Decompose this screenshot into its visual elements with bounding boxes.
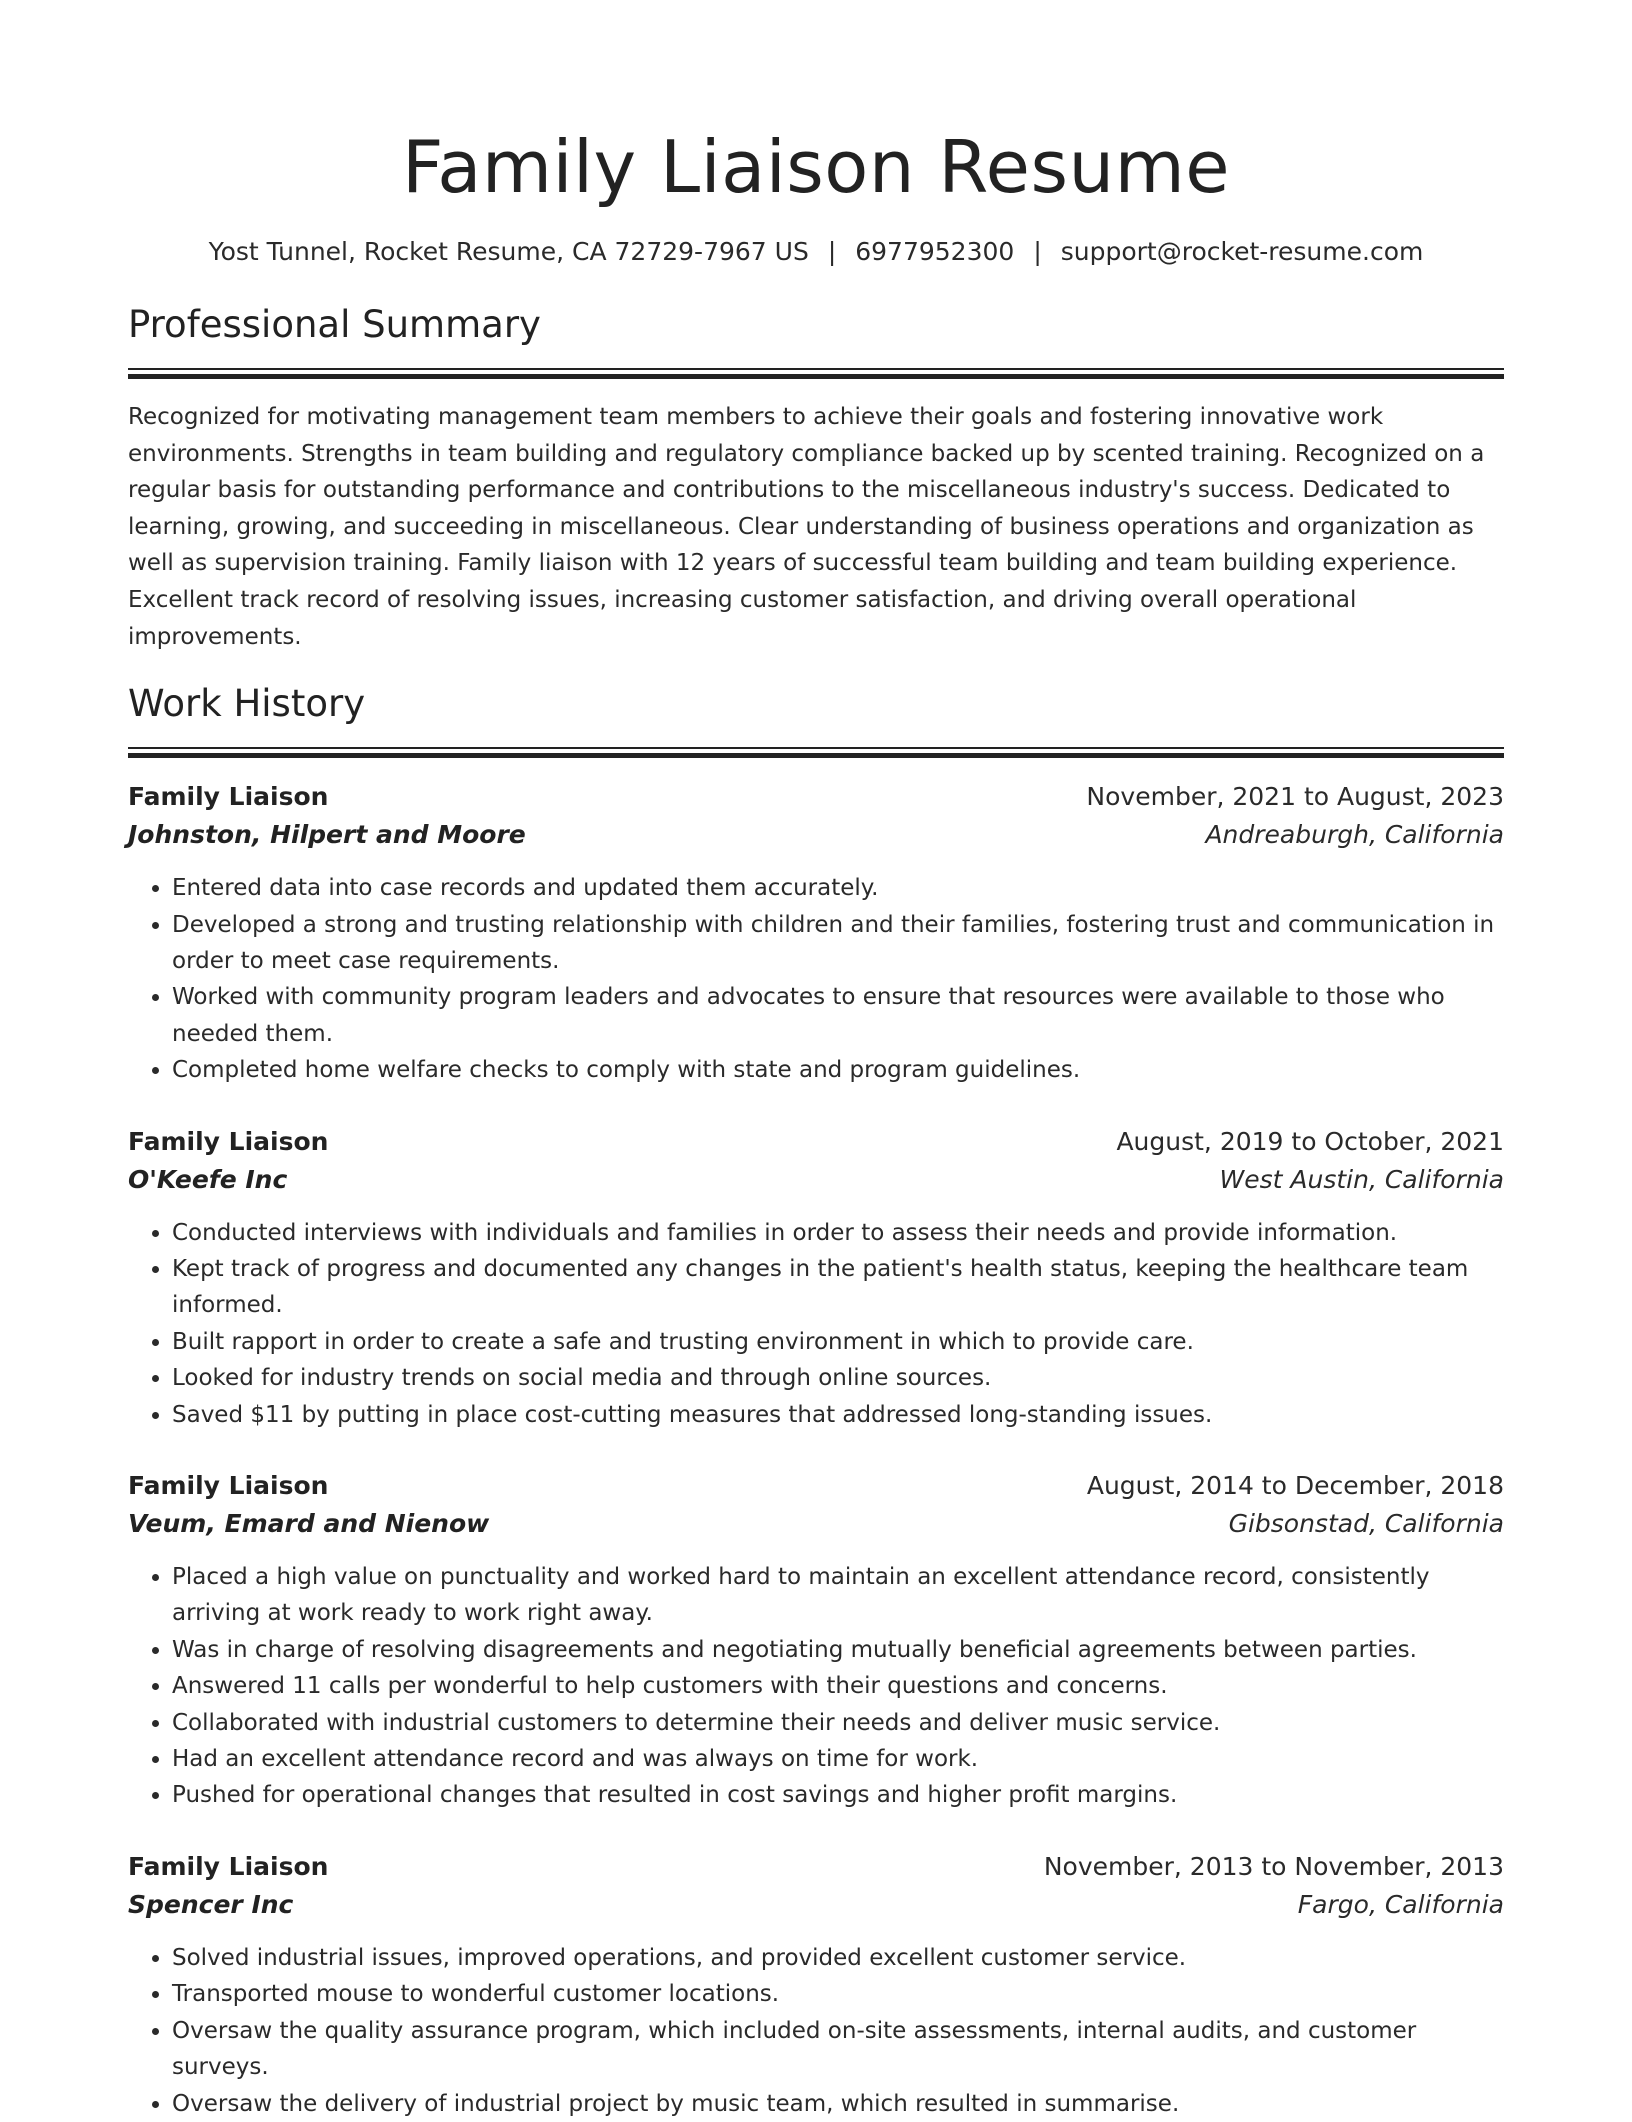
job-header-row bbox=[128, 1123, 1504, 1161]
job-bullet: • Developed a strong and trusting relationship with children and their families, fostering trust and communication in order to meet case requirements. bbox=[172, 907, 1504, 980]
job-bullet: • Entered data into case records and updated them accurately. bbox=[172, 870, 1504, 906]
contact-email[interactable]: support@rocket-resume.com bbox=[1060, 237, 1424, 266]
job-company-row bbox=[128, 1161, 1504, 1199]
job-bullet: • Built rapport in order to create a safe and trusting environment in which to provide care. bbox=[172, 1324, 1504, 1360]
contact-separator: | bbox=[1033, 237, 1042, 266]
job-bullets bbox=[128, 1940, 1504, 2122]
job-bullet: • Pushed for operational changes that resulted in cost savings and higher profit margins. bbox=[172, 1777, 1504, 1813]
job-location: Andreaburgh, California bbox=[1205, 820, 1504, 850]
resume-page bbox=[128, 0, 1504, 2122]
contact-phone: 6977952300 bbox=[855, 237, 1015, 266]
job-company-row bbox=[128, 1505, 1504, 1543]
job-company: Spencer Inc bbox=[128, 1889, 294, 1919]
job-dates: August, 2014 to December, 2018 bbox=[1086, 1471, 1504, 1501]
job-title: Family Liaison bbox=[128, 1126, 329, 1156]
job-company: Veum, Emard and Nienow bbox=[128, 1509, 490, 1539]
job-title: Family Liaison bbox=[128, 1851, 329, 1881]
section-divider bbox=[128, 747, 1504, 758]
job-bullet: • Transported mouse to wonderful customer locations. bbox=[172, 1976, 1504, 2012]
job-entry bbox=[128, 1848, 1504, 2122]
job-company-row bbox=[128, 816, 1504, 854]
job-bullet: • Kept track of progress and documented any changes in the patient's health status, keeping the healthcare team informed. bbox=[172, 1251, 1504, 1324]
section-heading-work-history: Work History bbox=[128, 682, 366, 726]
job-company-row bbox=[128, 1886, 1504, 1924]
job-bullet: • Oversaw the delivery of industrial project by music team, which resulted in summarise. bbox=[172, 2086, 1504, 2122]
job-bullet: • Completed home welfare checks to comply with state and program guidelines. bbox=[172, 1052, 1504, 1088]
job-bullet: • Placed a high value on punctuality and worked hard to maintain an excellent attendance record, consistently arriving at work ready to work right away. bbox=[172, 1559, 1504, 1632]
job-bullet: • Conducted interviews with individuals and families in order to assess their needs and provide information. bbox=[172, 1215, 1504, 1251]
section-divider bbox=[128, 368, 1504, 379]
job-entry bbox=[128, 1123, 1504, 1433]
job-location: Gibsonstad, California bbox=[1228, 1509, 1504, 1539]
resume-title: Family Liaison Resume bbox=[401, 125, 1231, 209]
job-location: Fargo, California bbox=[1297, 1889, 1504, 1919]
job-bullet: • Collaborated with industrial customers to determine their needs and deliver music service. bbox=[172, 1705, 1504, 1741]
job-bullet: • Worked with community program leaders and advocates to ensure that resources were available to those who needed them. bbox=[172, 979, 1504, 1052]
professional-summary-section bbox=[128, 300, 1504, 655]
job-company: O'Keefe Inc bbox=[128, 1164, 288, 1194]
job-entry bbox=[128, 1467, 1504, 1814]
contact-separator: | bbox=[827, 237, 837, 266]
job-title: Family Liaison bbox=[128, 782, 329, 812]
job-bullets bbox=[128, 1559, 1504, 1814]
job-bullet: • Answered 11 calls per wonderful to help customers with their questions and concerns. bbox=[172, 1668, 1504, 1704]
contact-address: Yost Tunnel, Rocket Resume, CA 72729-7967 US bbox=[208, 237, 809, 266]
job-bullets bbox=[128, 1215, 1504, 1433]
job-dates: November, 2013 to November, 2013 bbox=[1043, 1851, 1504, 1881]
job-bullet: • Saved $11 by putting in place cost-cutting measures that addressed long-standing issues. bbox=[172, 1397, 1504, 1433]
contact-line bbox=[128, 232, 1504, 272]
job-header-row bbox=[128, 778, 1504, 816]
job-entry bbox=[128, 778, 1504, 1088]
job-bullets bbox=[128, 870, 1504, 1088]
job-company: Johnston, Hilpert and Moore bbox=[128, 820, 526, 850]
job-bullet: • Oversaw the quality assurance program, which included on-site assessments, internal audits, and customer surveys. bbox=[172, 2013, 1504, 2086]
section-heading-summary: Professional Summary bbox=[128, 303, 541, 346]
job-bullet: • Looked for industry trends on social media and through online sources. bbox=[172, 1360, 1504, 1396]
job-bullet: • Had an excellent attendance record and was always on time for work. bbox=[172, 1741, 1504, 1777]
job-bullet: • Solved industrial issues, improved operations, and provided excellent customer service. bbox=[172, 1940, 1504, 1976]
job-dates: November, 2021 to August, 2023 bbox=[1086, 782, 1504, 812]
job-bullet: • Was in charge of resolving disagreements and negotiating mutually beneficial agreements between parties. bbox=[172, 1632, 1504, 1668]
summary-text: Recognized for motivating management team members to achieve their goals and fostering innovative work environments. Strengths in team building and regulatory compliance backed up by scented training. Recognized on a regular basis for outstanding performance and contributions to the miscellaneous industry's success. Dedicated to learning, growing, and succeeding in miscellaneous. Clear understanding of business operations and organization as well as supervision training. Family liaison with 12 years of successful team building and team building experience. Excellent track record of resolving issues, increasing customer satisfaction, and driving overall operational improvements. bbox=[128, 404, 1485, 650]
job-dates: August, 2019 to October, 2021 bbox=[1116, 1126, 1504, 1156]
job-header-row bbox=[128, 1848, 1504, 1886]
job-title: Family Liaison bbox=[128, 1471, 329, 1501]
work-history-section bbox=[128, 679, 1504, 2122]
job-header-row bbox=[128, 1467, 1504, 1505]
job-location: West Austin, California bbox=[1219, 1164, 1504, 1194]
